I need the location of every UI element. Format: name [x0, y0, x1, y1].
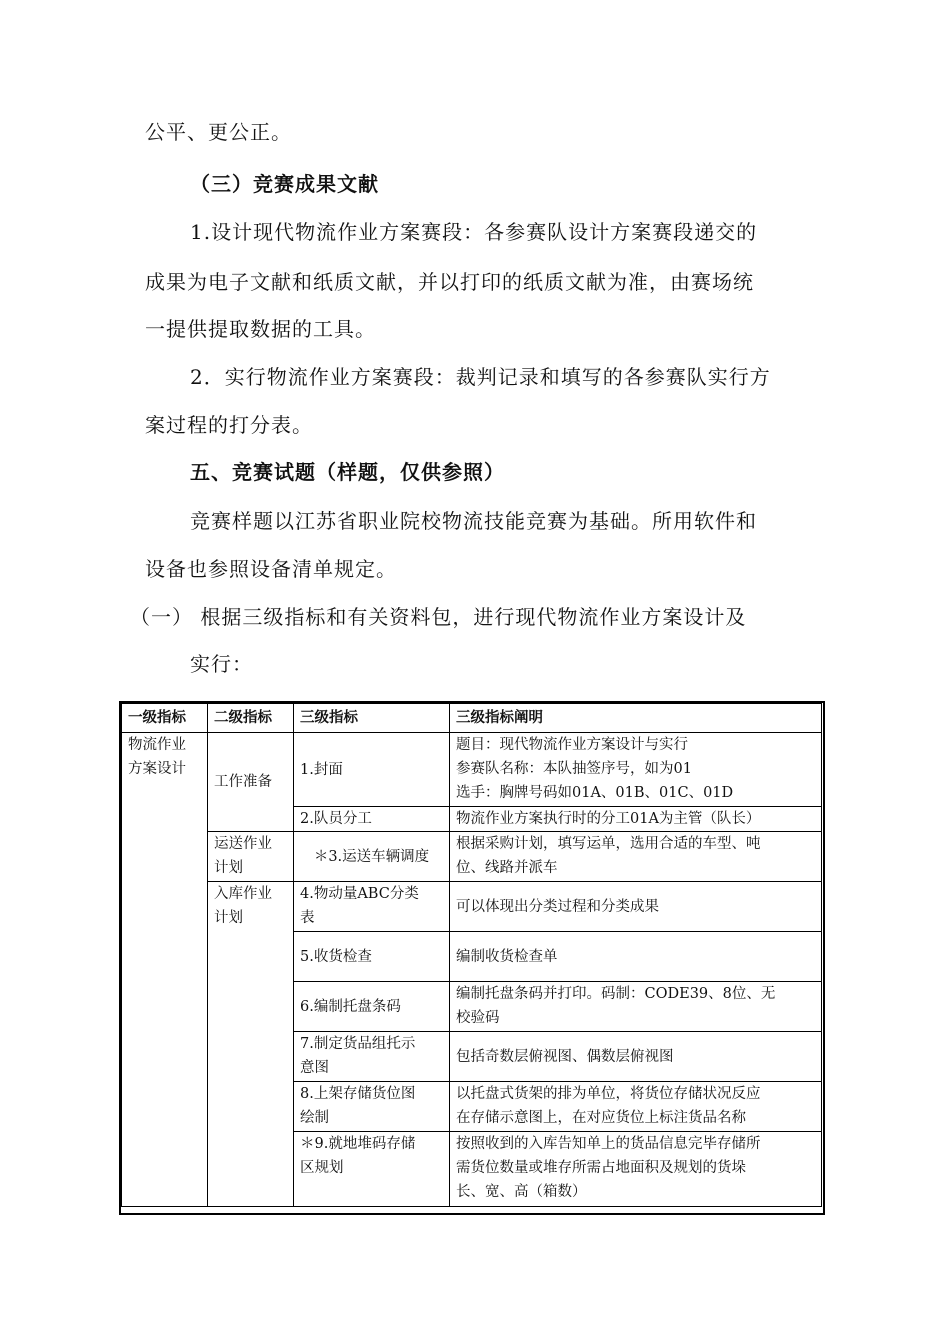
paragraph-line: （一） 根据三级指标和有关资料包，进行现代物流作业方案设计及	[130, 605, 747, 629]
description-cell: 物流作业方案执行时的分工01A为主管（队长）	[450, 807, 822, 832]
paragraph-line: 实行：	[190, 652, 253, 676]
level3-cell: 8.上架存储货位图 绘制	[294, 1082, 450, 1132]
table-row	[122, 832, 822, 882]
table-header-cell: 三级指标阐明	[450, 704, 822, 733]
description-cell: 按照收到的入库告知单上的货品信息完毕存储所 需货位数量或堆存所需占地面积及规划的货垛 长、宽、高（箱数）	[450, 1132, 822, 1207]
paragraph-line: 公平、更公正。	[145, 120, 292, 144]
level3-cell: ＊9.就地堆码存储 区规划	[294, 1132, 450, 1207]
level3-cell: 4.物动量ABC分类 表	[294, 882, 450, 932]
paragraph-line: 2．实行物流作业方案赛段：裁判记录和填写的各参赛队实行方	[190, 365, 771, 389]
indicator-table	[121, 703, 822, 1207]
description-cell: 编制收货检查单	[450, 932, 822, 982]
paragraph-line: 1.设计现代物流作业方案赛段：各参赛队设计方案赛段递交的	[190, 220, 758, 244]
level3-cell: ＊3.运送车辆调度	[294, 832, 450, 882]
description-cell: 以托盘式货架的排为单位，将货位存储状况反应 在存储示意图上，在对应货位上标注货品名称	[450, 1082, 822, 1132]
level2-cell: 运送作业 计划	[208, 832, 294, 882]
paragraph-line: 成果为电子文献和纸质文献，并以打印的纸质文献为准，由赛场统	[145, 270, 754, 294]
level1-cell: 物流作业 方案设计	[122, 733, 208, 1207]
description-cell: 可以体现出分类过程和分类成果	[450, 882, 822, 932]
paragraph-line: 案过程的打分表。	[145, 413, 313, 437]
level3-cell: 2.队员分工	[294, 807, 450, 832]
section-heading: 五、竞赛试题（样题，仅供参照）	[190, 460, 505, 484]
level3-cell: 6.编制托盘条码	[294, 982, 450, 1032]
paragraph-line: 一提供提取数据的工具。	[145, 317, 376, 341]
table-row	[122, 882, 822, 932]
paragraph-line: 设备也参照设备清单规定。	[145, 557, 397, 581]
table-header-cell: 三级指标	[294, 704, 450, 733]
level3-cell: 1.封面	[294, 733, 450, 807]
level3-cell: 7.制定货品组托示 意图	[294, 1032, 450, 1082]
table-row	[122, 733, 822, 807]
section-heading: （三）竞赛成果文献	[190, 172, 379, 196]
table-header-row	[122, 704, 822, 733]
level3-cell: 5.收货检查	[294, 932, 450, 982]
table-header-cell: 一级指标	[122, 704, 208, 733]
description-cell: 根据采购计划，填写运单，选用合适的车型、吨 位、线路并派车	[450, 832, 822, 882]
description-cell: 包括奇数层俯视图、偶数层俯视图	[450, 1032, 822, 1082]
paragraph-line: 竞赛样题以江苏省职业院校物流技能竞赛为基础。所用软件和	[190, 509, 757, 533]
table-header-cell: 二级指标	[208, 704, 294, 733]
level2-cell: 入库作业 计划	[208, 882, 294, 1207]
description-cell: 题目：现代物流作业方案设计与实行 参赛队名称：本队抽签序号，如为01 选手：胸牌号码如01A、01B、01C、01D	[450, 733, 822, 807]
level2-cell: 工作准备	[208, 733, 294, 832]
description-cell: 编制托盘条码并打印。码制：CODE39、8位、无 校验码	[450, 982, 822, 1032]
